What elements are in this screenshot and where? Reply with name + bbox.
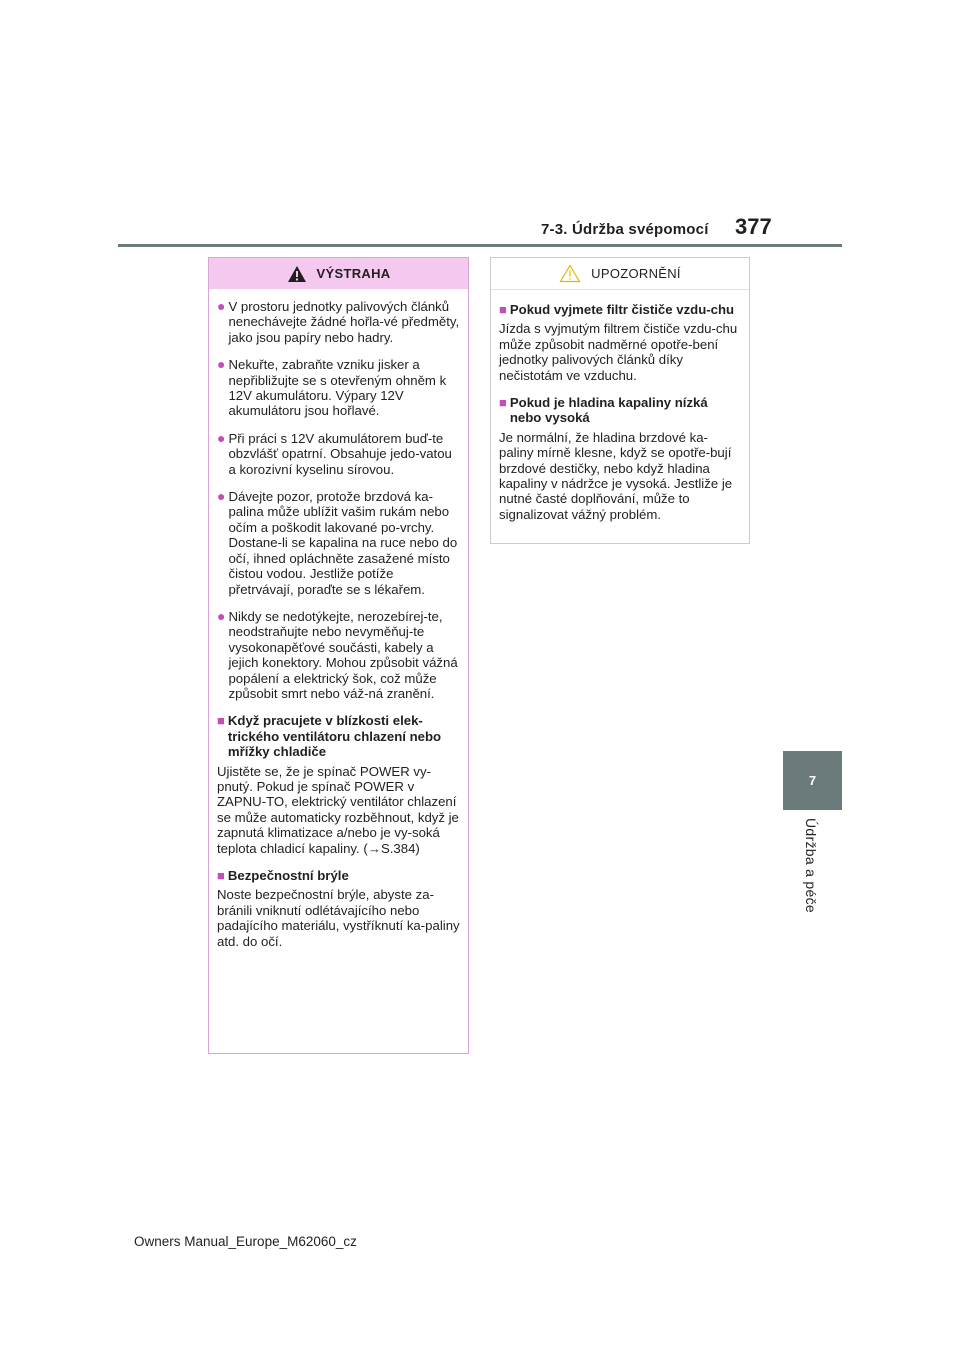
caution-paragraph: Jízda s vyjmutým filtrem čističe vzdu-chu může způsobit nadměrné opotře-bení jednotky palivových článků díky nečistotám ve vzduchu.	[499, 321, 738, 383]
warning-bullet	[217, 431, 460, 477]
warning-paragraph: Noste bezpečnostní brýle, abyste za-bránili vniknutí odlétávajícího nebo padajícího materiálu, vystříknutí ka-paliny atd. do očí.	[217, 887, 460, 949]
warning-bullet	[217, 299, 460, 345]
bullet-dot-icon: ●	[217, 356, 226, 373]
caution-subheading	[499, 395, 741, 426]
warning-subheading	[217, 868, 460, 883]
warning-subheading-text: Bezpečnostní brýle	[227, 868, 349, 883]
warning-subheading	[217, 713, 460, 759]
square-marker-icon: ■	[499, 302, 507, 317]
chapter-number: 7	[808, 773, 817, 788]
caution-title: UPOZORNĚNÍ	[591, 266, 681, 281]
chapter-label: Údržba a péče	[803, 818, 819, 913]
warning-bullet-text: Nikdy se nedotýkejte, nerozebírej-te, neodstraňujte nebo nevyměňuj-te vysokonapěťové součásti, kabely a jejich konektory. Mohou způsobit vážná popálení a elektrický šok, což může způsobit smrt nebo váž-ná zranění.	[228, 608, 458, 701]
caution-subheading	[499, 302, 741, 317]
warning-subheading-text: Když pracujete v blízkosti elek-trického ventilátoru chlazení nebo mřížky chladiče	[227, 713, 442, 760]
bullet-dot-icon: ●	[217, 429, 226, 446]
warning-paragraph: Ujistěte se, že je spínač POWER vy-pnutý. Pokud je spínač POWER v ZAPNU-TO, elektrický ventilátor chlazení se může automaticky rozběhnout, když je zapnutá klimatizace a/nebo je vy-soká teplota chladicí kapaliny. (→S.384)	[217, 763, 459, 856]
warning-body	[209, 289, 468, 949]
caution-body	[491, 290, 749, 522]
warning-bullet-text: Dávejte pozor, protože brzdová ka-palina může ublížit vašim rukám nebo očím a poškodit lakované po-vrchy. Dostane-li se kapalina na ruce nebo do očí, ihned opláchněte zasažené místo čistou vodou. Jestliže potíže přetrvávají, poraďte se s lékařem.	[228, 489, 458, 597]
caution-subheading-text: Pokud vyjmete filtr čističe vzdu-chu	[509, 302, 735, 317]
page-number: 377	[735, 214, 772, 239]
caution-triangle-icon	[559, 264, 581, 283]
bullet-dot-icon: ●	[217, 488, 226, 505]
warning-bullet-text: V prostoru jednotky palivových článků nenechávejte žádné hořla-vé předměty, jako jsou papíry nebo hadry.	[228, 299, 460, 345]
warning-bullet	[217, 489, 460, 597]
warning-bullet	[217, 357, 460, 419]
caution-box	[490, 257, 750, 544]
caution-subheading-text: Pokud je hladina kapaliny nízká nebo vysoká	[509, 395, 708, 426]
warning-bullet	[217, 609, 460, 701]
bullet-dot-icon: ●	[217, 298, 226, 314]
caution-header	[491, 258, 749, 290]
square-marker-icon: ■	[499, 395, 507, 411]
warning-title: VÝSTRAHA	[316, 266, 391, 281]
warning-triangle-icon	[287, 265, 307, 283]
chapter-tab	[783, 751, 842, 810]
section-title: 7-3. Údržba svépomocí	[541, 221, 709, 238]
warning-bullet-text: Při práci s 12V akumulátorem buď-te obzvlášť opatrní. Obsahuje jedo-vatou a korozivní kyselinu sírovou.	[228, 430, 452, 477]
square-marker-icon: ■	[217, 713, 225, 729]
bullet-dot-icon: ●	[217, 607, 226, 624]
warning-header	[209, 258, 468, 289]
square-marker-icon: ■	[217, 868, 225, 883]
warning-box	[208, 257, 469, 1054]
header-divider	[118, 244, 842, 247]
caution-paragraph: Je normální, že hladina brzdové ka-paliny mírně klesne, když se opotře-bují brzdové destičky, nebo když hladina kapaliny v nádržce je vysoká. Jestliže je nutné časté doplňování, může to signalizovat vážný problém.	[499, 429, 733, 522]
footer-text: Owners Manual_Europe_M62060_cz	[134, 1234, 357, 1249]
warning-bullet-text: Nekuřte, zabraňte vzniku jisker a nepřibližujte se s otevřeným ohněm k 12V akumulátoru. Výpary 12V akumulátoru jsou hořlavé.	[228, 357, 447, 419]
